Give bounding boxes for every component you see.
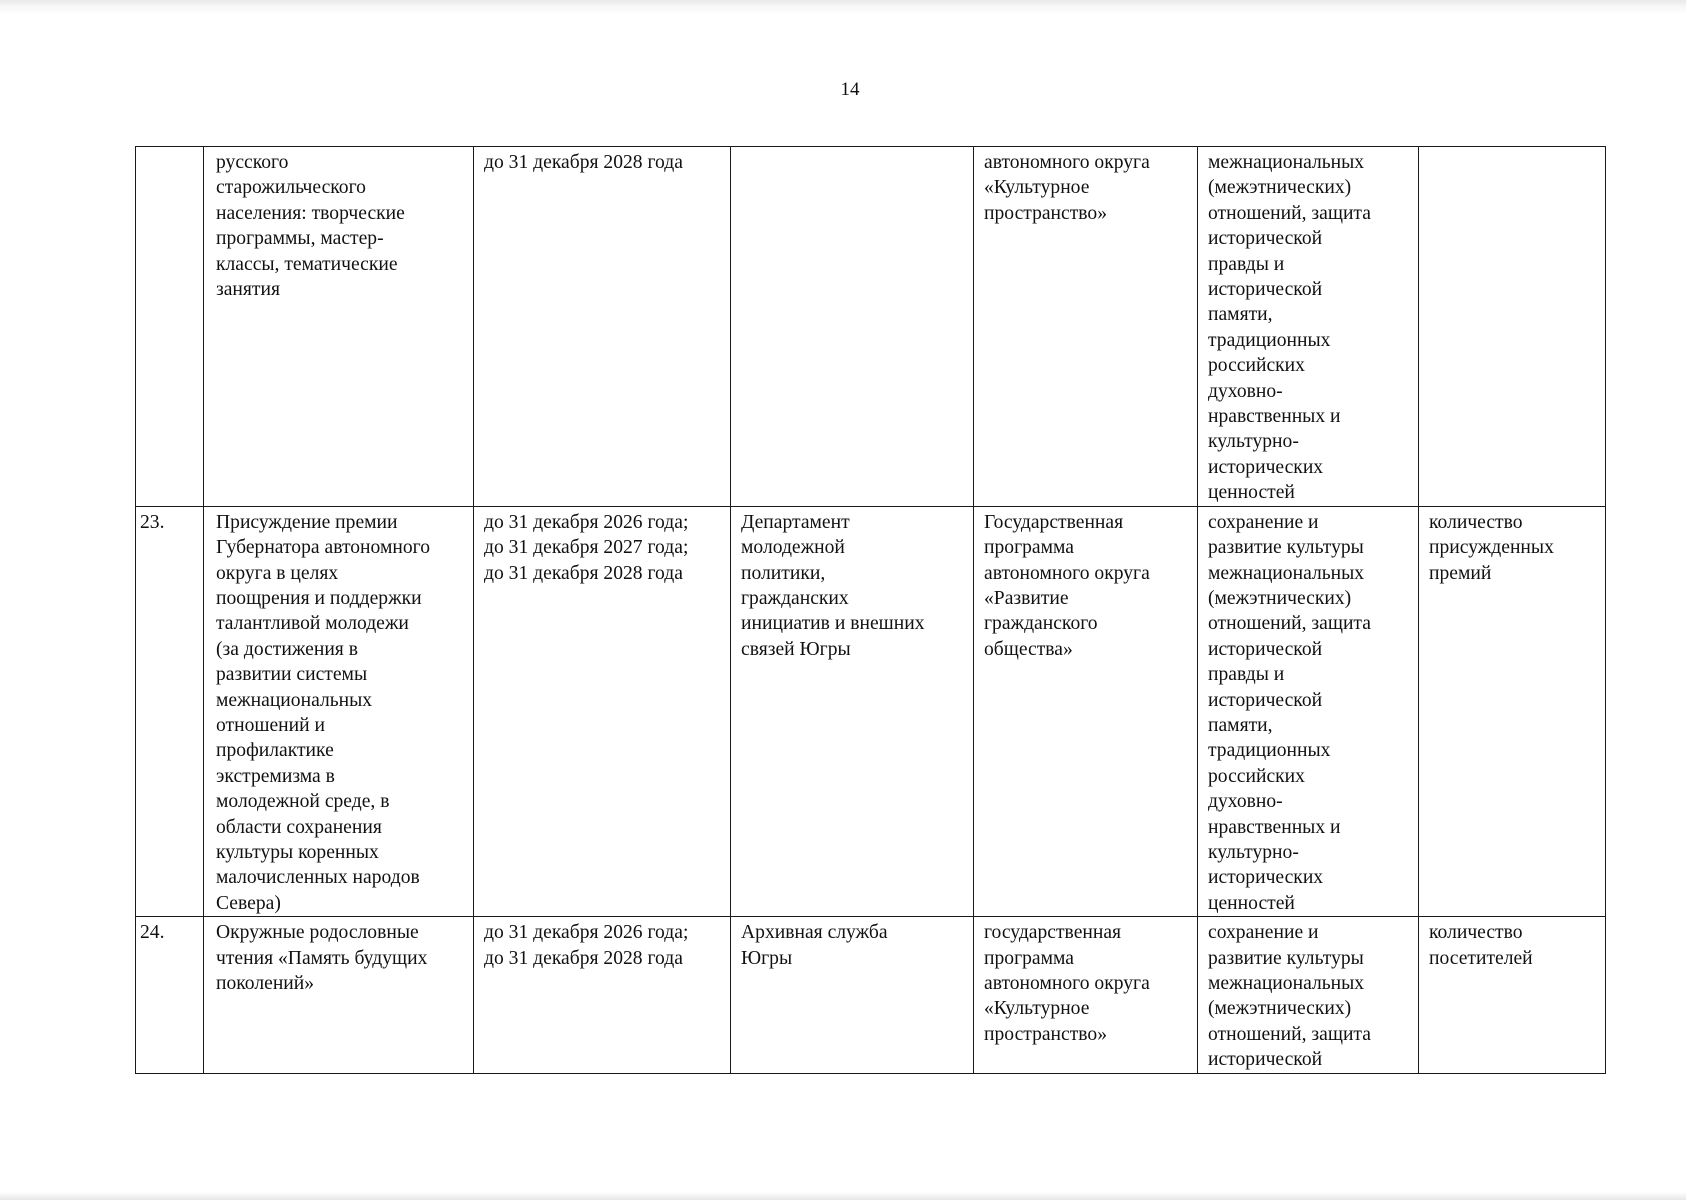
program-text: автономного округа «Культурное пространство»: [984, 152, 1150, 224]
responsible-text: Архивная служба Югры: [741, 922, 888, 969]
row-number: 23.: [140, 511, 165, 533]
indicator-cell: [1419, 917, 1606, 1073]
responsible-cell: [731, 147, 974, 507]
task-text: сохранение и развитие культуры межнациональных (межэтнических) отношений, защита исторической правды и исторической памяти, традиционных российских духовно- нравственных и культурно- исторических ценностей: [1208, 511, 1371, 914]
scan-edge-top: [0, 0, 1686, 14]
deadline-text: до 31 декабря 2028 года: [484, 152, 683, 173]
document-table: [135, 146, 1606, 1074]
table-row: [136, 147, 1606, 507]
deadline-text: до 31 декабря 2026 года; до 31 декабря 2027 года; до 31 декабря 2028 года: [484, 511, 689, 584]
task-cell: [1198, 506, 1419, 917]
task-text: межнациональных (межэтнических) отношений, защита исторической правды и исторической памяти, традиционных российских духовно- нравственных и культурно- исторических ценностей: [1208, 152, 1371, 504]
indicator-cell: [1419, 506, 1606, 917]
row-number: 24.: [140, 922, 165, 944]
responsible-text: Департамент молодежной политики, гражданских инициатив и внешних связей Югры: [741, 511, 925, 660]
indicator-text: количество посетителей: [1429, 922, 1533, 969]
row-number-cell: [136, 506, 204, 917]
program-cell: [974, 506, 1198, 917]
table-row: [136, 506, 1606, 917]
task-cell: [1198, 147, 1419, 507]
program-text: Государственная программа автономного округа «Развитие гражданского общества»: [984, 511, 1150, 660]
event-text: Окружные родословные чтения «Память будущих поколений»: [216, 922, 428, 994]
program-text: государственная программа автономного округа «Культурное пространство»: [984, 922, 1150, 1045]
event-cell: [204, 917, 474, 1073]
event-text: Присуждение премии Губернатора автономного округа в целях поощрения и поддержки талантливой молодежи (за достижения в развитии системы межнациональных отношений и профилактике экстремизма в молодежной среде, в области сохранения культуры коренных малочисленных народов Севера): [216, 511, 430, 914]
event-cell: [204, 506, 474, 917]
responsible-cell: [731, 506, 974, 917]
table-row: [136, 917, 1606, 1073]
indicator-text: количество присужденных премий: [1429, 511, 1554, 584]
row-number-cell: [136, 917, 204, 1073]
page-number: 14: [840, 79, 860, 100]
row-number-cell: [136, 147, 204, 507]
task-text: сохранение и развитие культуры межнациональных (межэтнических) отношений, защита исторической: [1208, 922, 1371, 1071]
deadline-cell: [474, 147, 731, 507]
task-cell: [1198, 917, 1419, 1073]
deadline-text: до 31 декабря 2026 года; до 31 декабря 2028 года: [484, 922, 689, 969]
deadline-cell: [474, 506, 731, 917]
scan-edge-bottom: [0, 1192, 1686, 1200]
responsible-cell: [731, 917, 974, 1073]
event-cell: [204, 147, 474, 507]
program-cell: [974, 147, 1198, 507]
indicator-cell: [1419, 147, 1606, 507]
event-text: русского старожильческого населения: творческие программы, мастер- классы, тематические занятия: [216, 152, 405, 301]
deadline-cell: [474, 917, 731, 1073]
program-cell: [974, 917, 1198, 1073]
